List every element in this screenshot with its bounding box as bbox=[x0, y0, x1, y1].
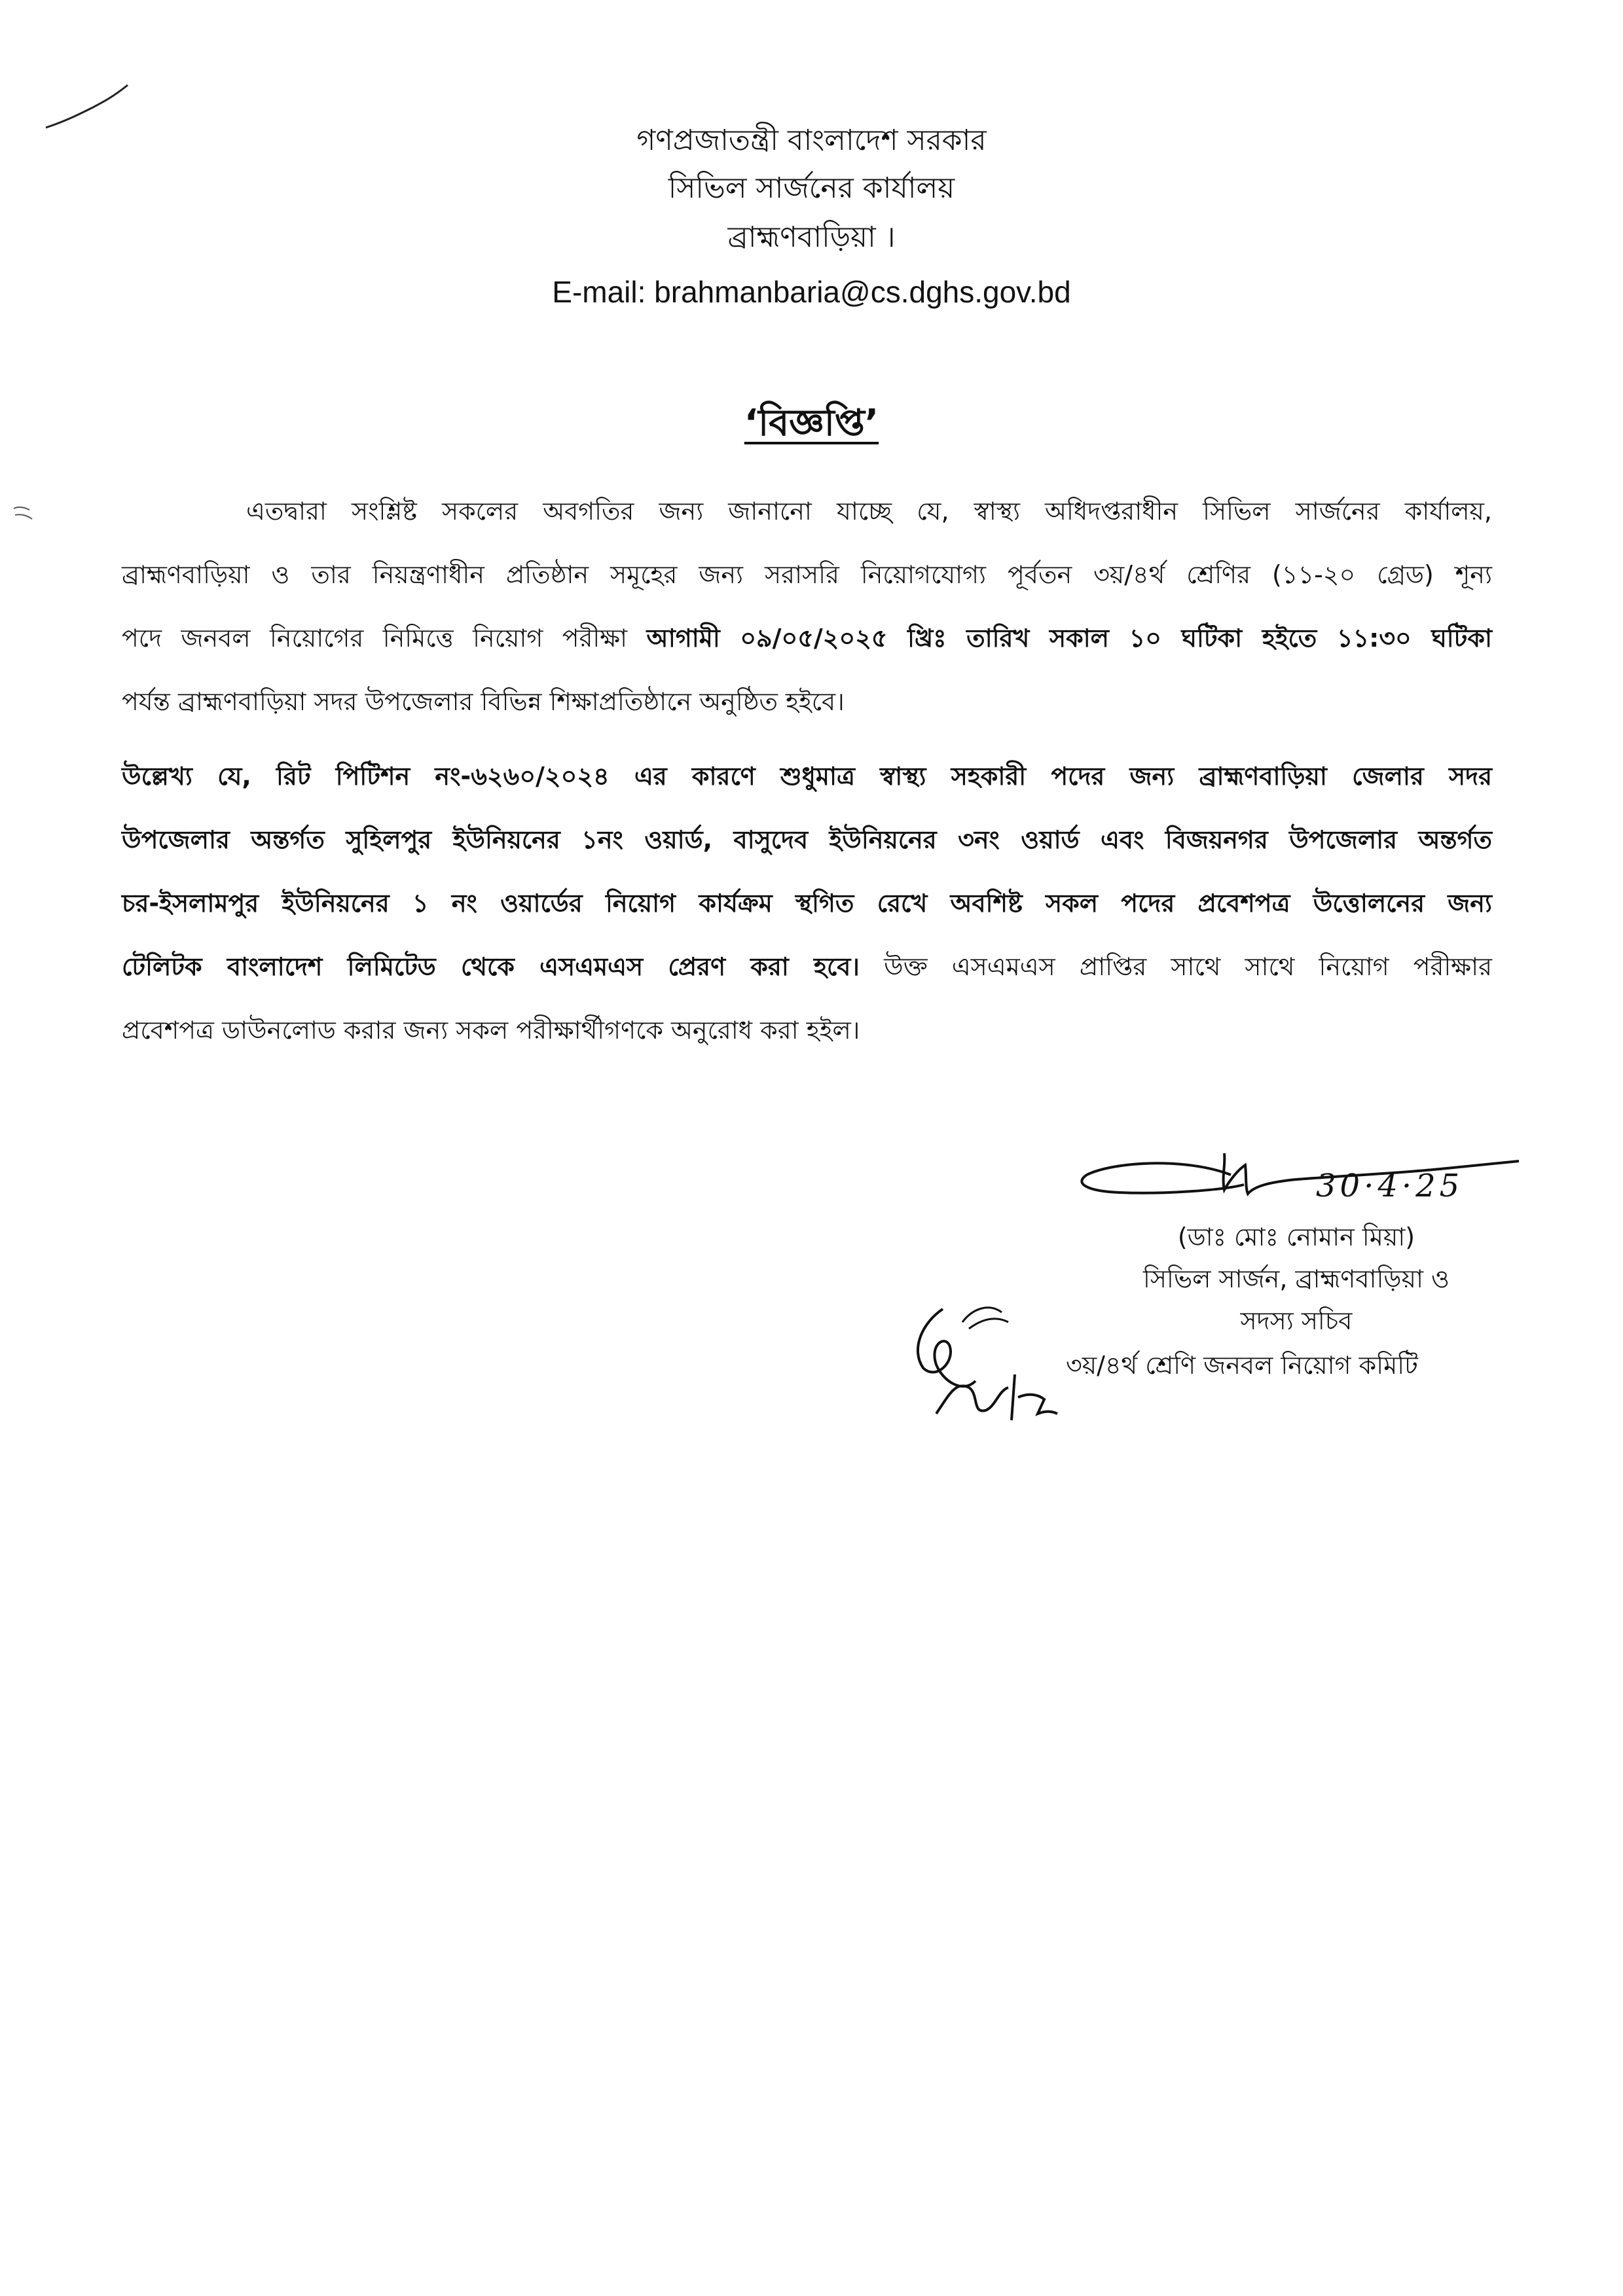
committee-name: ৩য়/৪র্থ শ্রেণি জনবল নিয়োগ কমিটি bbox=[1066, 1351, 1418, 1380]
paragraph-1-line-text: পদে জনবল নিয়োগের নিমিত্তে নিয়োগ পরীক্ষা bbox=[122, 624, 647, 653]
district-name: ব্রাহ্মণবাড়িয়া । bbox=[727, 221, 896, 254]
paragraph-1-line: পর্যন্ত ব্রাহ্মণবাড়িয়া সদর উপজেলার বিভিন্ন শিক্ষাপ্রতিষ্ঠানে অনুষ্ঠিত হইবে। bbox=[122, 687, 845, 716]
scan-dot-mark bbox=[10, 501, 49, 527]
signatory-name: (ডাঃ মোঃ নোমান মিয়া) bbox=[1177, 1223, 1415, 1251]
paragraph-1-line bbox=[122, 607, 1492, 670]
paragraph-2-line: উল্লেখ্য যে, রিট পিটিশন নং-৬২৬০/২০২৪ এর কারণে শুধুমাত্র স্বাস্থ্য সহকারী পদের জন্য ব্রাহ্মণবাড়িয়া জেলার সদর bbox=[122, 762, 1492, 791]
paragraph-1-line: এতদ্বারা সংশ্লিষ্ট সকলের অবগতির জন্য জানানো যাচ্ছে যে, স্বাস্থ্য অধিদপ্তরাধীন সিভিল সার্জনের কার্যালয়, bbox=[246, 497, 1492, 526]
signatory-role: সদস্য সচিব bbox=[1240, 1306, 1353, 1335]
paragraph-1-line: ব্রাহ্মণবাড়িয়া ও তার নিয়ন্ত্রণাধীন প্রতিষ্ঠান সমূহের জন্য সরাসরি নিয়োগযোগ্য পূর্বতন ৩য়/৪র্থ শ্রেণির (১১-২০ গ্রেড) শূন্য bbox=[122, 560, 1492, 589]
notice-title bbox=[0, 401, 1623, 446]
email-address: E-mail: brahmanbaria@cs.dghs.gov.bd bbox=[552, 275, 1071, 309]
notice-title-text: ‘বিজ্ঞপ্তি’ bbox=[744, 402, 879, 444]
paragraph-2-line: প্রবেশপত্র ডাউনলোড করার জন্য সকল পরীক্ষার্থীগণকে অনুরোধ করা হইল। bbox=[122, 1016, 860, 1045]
civil-surgeon-signature bbox=[1074, 1139, 1545, 1224]
government-name: গণপ্রজাতন্ত্রী বাংলাদেশ সরকার bbox=[636, 124, 987, 157]
notice-paragraph-1 bbox=[122, 480, 1492, 734]
notice-paragraph-2 bbox=[122, 745, 1492, 1062]
signature-block bbox=[1041, 1216, 1552, 1342]
initial-signature bbox=[897, 1283, 1093, 1440]
signatory-designation: সিভিল সার্জন, ব্রাহ্মণবাড়িয়া ও bbox=[1142, 1265, 1450, 1293]
sms-notice-text: টেলিটক বাংলাদেশ লিমিটেড থেকে এসএমএস প্রেরণ করা হবে। bbox=[122, 952, 860, 981]
signature-date: 30·4·25 bbox=[1316, 1168, 1464, 1204]
paragraph-2-line-text: উক্ত এসএমএস প্রাপ্তির সাথে সাথে নিয়োগ পরীক্ষার bbox=[860, 952, 1493, 981]
paragraph-2-line bbox=[122, 935, 1492, 999]
paragraph-2-line: উপজেলার অন্তর্গত সুহিলপুর ইউনিয়নের ১নং ওয়ার্ড, বাসুদেব ইউনিয়নের ৩নং ওয়ার্ড এবং বিজয়নগর উপজেলার অন্তর্গত bbox=[122, 825, 1492, 854]
exam-date-time: আগামী ০৯/০৫/২০২৫ খ্রিঃ তারিখ সকাল ১০ ঘটিকা হইতে ১১:৩০ ঘটিকা bbox=[646, 624, 1492, 653]
office-name: সিভিল সার্জনের কার্যালয় bbox=[668, 171, 955, 205]
paragraph-2-line: চর-ইসলামপুর ইউনিয়নের ১ নং ওয়ার্ডের নিয়োগ কার্যক্রম স্থগিত রেখে অবশিষ্ট সকল পদের প্রবেশপত্র উত্তোলনের জন্য bbox=[122, 889, 1492, 918]
